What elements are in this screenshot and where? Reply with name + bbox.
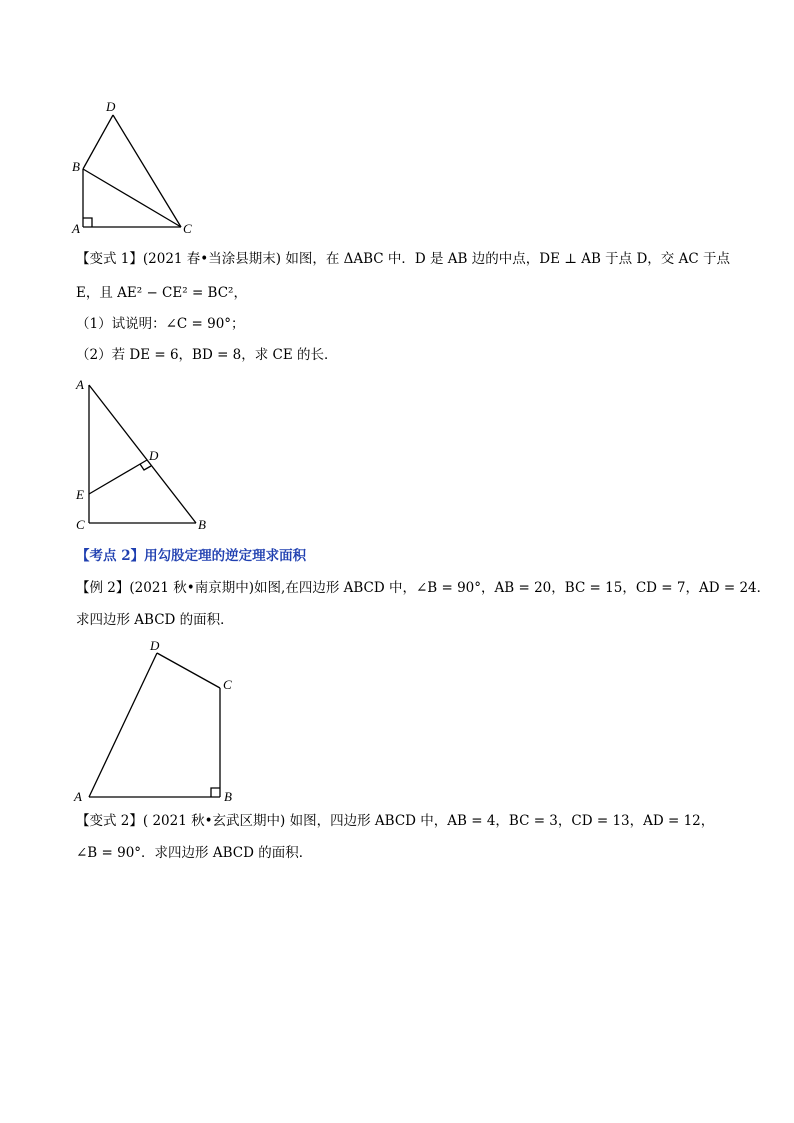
figure-1 xyxy=(60,95,210,240)
right-angle-mark xyxy=(211,788,220,797)
segment-bc xyxy=(83,169,181,227)
label-a: A xyxy=(72,221,80,236)
figure-2 xyxy=(66,372,216,537)
label-c: C xyxy=(183,221,192,236)
variant2-line1: 【变式 2】( 2021 秋•玄武区期中) 如图，四边形 ABCD 中，AB = 4，BC = 3，CD = 13，AD = 12， xyxy=(76,813,715,829)
figure-3 xyxy=(66,636,256,811)
label-e: E xyxy=(76,487,84,502)
label-d: D xyxy=(106,99,116,114)
example2-line1: 【例 2】(2021 秋•南京期中)如图,在四边形 ABCD 中，∠B = 90°，AB = 20，BC = 15，CD = 7，AD = 24． xyxy=(76,580,771,596)
label-a: A xyxy=(74,789,82,804)
segment-ed xyxy=(89,460,147,494)
label-c: C xyxy=(76,517,85,532)
variant1-question2: （2）若 DE = 6，BD = 8，求 CE 的长． xyxy=(76,347,338,363)
label-d: D xyxy=(149,448,159,463)
label-b: B xyxy=(198,517,206,532)
label-d: D xyxy=(150,638,160,653)
segment-dc xyxy=(113,115,181,227)
segment-da xyxy=(89,653,157,797)
variant1-line2: E，且 AE² − CE² = BC²， xyxy=(76,285,247,301)
variant1-question1: （1）试说明：∠C = 90°； xyxy=(76,316,245,332)
kaodian2-title: 【考点 2】用勾股定理的逆定理求面积 xyxy=(76,548,307,564)
label-b: B xyxy=(72,159,80,174)
example2-line2: 求四边形 ABCD 的面积． xyxy=(76,612,234,628)
segment-bd xyxy=(83,115,113,169)
label-c: C xyxy=(223,677,232,692)
variant1-line1: 【变式 1】(2021 春•当涂县期末) 如图，在 ΔABC 中．D 是 AB 边的中点，DE ⊥ AB 于点 D，交 AC 于点 xyxy=(76,251,730,267)
right-angle-mark xyxy=(83,218,92,227)
segment-cd xyxy=(157,653,220,688)
label-a: A xyxy=(76,377,84,392)
label-b: B xyxy=(224,789,232,804)
segment-ab xyxy=(89,385,196,523)
right-angle-mark xyxy=(140,464,151,470)
variant2-line2: ∠B = 90°．求四边形 ABCD 的面积． xyxy=(76,845,313,861)
